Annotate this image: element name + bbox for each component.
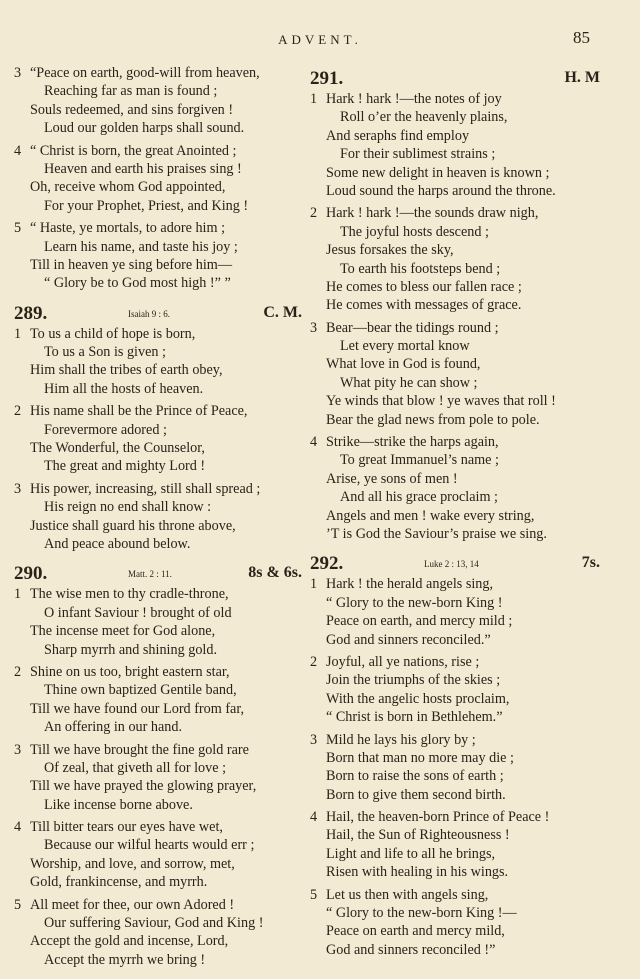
verse-number: 2 <box>310 205 318 222</box>
verse-number: 4 <box>14 142 22 159</box>
verse-line-text: Worship, and love, and sorrow, met, <box>30 855 235 872</box>
verse-line-text: “ Glory to the new-born King !— <box>326 905 517 922</box>
right-column <box>310 64 600 969</box>
hymn-number: 290. <box>14 563 48 585</box>
verse-line <box>310 845 600 863</box>
verse-line <box>14 380 302 398</box>
verse-line-text: Accept the gold and incense, Lord, <box>30 933 229 950</box>
stanza <box>310 433 600 543</box>
verse-line <box>14 700 302 718</box>
verse-line-text: His power, increasing, still shall spread ; <box>30 480 261 497</box>
verse-line-text: Hark ! the herald angels sing, <box>326 576 494 593</box>
hymn-meter: 8s & 6s. <box>248 564 302 582</box>
verse-line-text: Our suffering Saviour, God and King ! <box>44 915 264 932</box>
stanza <box>14 663 302 737</box>
verse-line <box>310 223 600 241</box>
verse-line-text: Let us then with angels sing, <box>326 886 489 903</box>
verse-line-text: Angels and men ! wake every string, <box>326 507 535 524</box>
verse-line-text: Roll o’er the heavenly plains, <box>340 109 508 126</box>
hymn <box>14 563 302 969</box>
verse-line-text: The Wonderful, the Counselor, <box>30 440 205 457</box>
stanza <box>14 480 302 554</box>
verse-number: 5 <box>310 886 318 903</box>
verse-line <box>310 411 600 429</box>
verse-line <box>310 488 600 506</box>
verse-line <box>310 731 600 749</box>
verse-number: 2 <box>14 663 22 680</box>
verse-line-text: Joyful, all ye nations, rise ; <box>326 653 480 670</box>
verse-line <box>310 922 600 940</box>
verse-line <box>14 951 302 969</box>
verse-line-text: Because our wilful hearts would err ; <box>44 837 255 854</box>
verse-line-text: “ Christ is born in Bethlehem.” <box>326 709 503 726</box>
verse-line-text: Till bitter tears our eyes have wet, <box>30 819 223 836</box>
verse-line-text: What love in God is found, <box>326 356 481 373</box>
verse-line-text: Of zeal, that giveth all for love ; <box>44 759 227 776</box>
verse-line <box>14 480 302 498</box>
verse-line-text: Light and life to all he brings, <box>326 845 496 862</box>
verse-line-text: Like incense borne above. <box>44 796 193 813</box>
verse-line <box>310 433 600 451</box>
verse-line <box>14 274 302 292</box>
verse-line-text: With the angelic hosts proclaim, <box>326 690 510 707</box>
verse-line-text: What pity he can show ; <box>340 374 478 391</box>
verse-line <box>310 767 600 785</box>
verse-line-text: Thine own baptized Gentile band, <box>44 682 237 699</box>
verse-line <box>310 575 600 593</box>
verse-line <box>14 421 302 439</box>
verse-number: 5 <box>14 896 22 913</box>
verse-line <box>310 296 600 314</box>
verse-line <box>14 914 302 932</box>
verse-line-text: “ Glory be to God most high !” ” <box>44 275 231 292</box>
stanza <box>310 886 600 960</box>
hymn-header <box>310 68 600 90</box>
verse-line-text: To us a Son is given ; <box>44 344 166 361</box>
verse-line-text: And peace abound below. <box>44 535 191 552</box>
stanza <box>310 204 600 314</box>
verse-line <box>14 681 302 699</box>
verse-line <box>310 355 600 373</box>
verse-line <box>14 818 302 836</box>
verse-line <box>14 777 302 795</box>
verse-line <box>14 498 302 516</box>
verse-line <box>14 604 302 622</box>
stanza <box>14 402 302 476</box>
verse-line <box>14 741 302 759</box>
verse-line-text: “ Haste, ye mortals, to adore him ; <box>30 220 226 237</box>
verse-line <box>14 796 302 814</box>
verse-line-text: Souls redeemed, and sins forgiven ! <box>30 101 234 118</box>
verse-line-text: His name shall be the Prince of Peace, <box>30 403 248 420</box>
verse-line <box>14 256 302 274</box>
verse-line <box>14 178 302 196</box>
verse-number: 3 <box>14 65 22 81</box>
verse-line-text: Till we have prayed the glowing prayer, <box>30 778 257 795</box>
verse-line <box>310 337 600 355</box>
verse-line <box>310 204 600 222</box>
verse-line-text: Reaching far as man is found ; <box>44 83 218 100</box>
verse-line <box>310 612 600 630</box>
verse-line-text: God and sinners reconciled !” <box>326 941 496 958</box>
verse-line <box>14 361 302 379</box>
verse-line-text: Jesus forsakes the sky, <box>326 242 454 259</box>
verse-line <box>14 873 302 891</box>
verse-line-text: God and sinners reconciled.” <box>326 631 491 648</box>
stanza <box>14 325 302 399</box>
verse-line <box>310 260 600 278</box>
stanza <box>14 64 302 138</box>
verse-line-text: Till we have brought the fine gold rare <box>30 741 249 758</box>
verse-line-text: Hark ! hark !—the notes of joy <box>326 91 502 107</box>
verse-line <box>14 718 302 736</box>
verse-line <box>310 90 600 108</box>
verse-line-text: The wise men to thy cradle-throne, <box>30 586 229 603</box>
verse-number: 5 <box>14 220 22 237</box>
verse-line-text: Ye winds that blow ! ye waves that roll ! <box>326 393 556 410</box>
verse-line-text: Loud our golden harps shall sound. <box>44 120 245 137</box>
verse-line-text: “ Christ is born, the great Anointed ; <box>30 142 237 159</box>
verse-number: 3 <box>14 480 22 497</box>
verse-number: 2 <box>14 403 22 420</box>
page-header <box>0 28 640 50</box>
verse-line-text: The great and mighty Lord ! <box>44 458 206 475</box>
verse-line-text: Hail, the Sun of Righteousness ! <box>326 827 510 844</box>
verse-line-text: “ Glory to the new-born King ! <box>326 594 503 611</box>
verse-line <box>14 855 302 873</box>
verse-number: 3 <box>14 741 22 758</box>
verse-line <box>310 182 600 200</box>
hymn-meter: C. M. <box>263 303 302 321</box>
scripture-reference: Luke 2 : 13, 14 <box>424 559 479 570</box>
verse-line-text: Him shall the tribes of earth obey, <box>30 362 223 379</box>
verse-line-text: Born that man no more may die ; <box>326 749 514 766</box>
verse-number: 3 <box>310 731 318 748</box>
verse-line <box>310 470 600 488</box>
verse-line <box>310 127 600 145</box>
verse-number: 1 <box>14 325 22 342</box>
verse-line-text: Him all the hosts of heaven. <box>44 380 204 397</box>
verse-line <box>310 451 600 469</box>
verse-line <box>14 622 302 640</box>
verse-line <box>310 164 600 182</box>
verse-line-text: O infant Saviour ! brought of old <box>44 604 232 621</box>
verse-line-text: Till we have found our Lord from far, <box>30 700 245 717</box>
verse-line <box>310 653 600 671</box>
verse-line-text: To earth his footsteps bend ; <box>340 260 501 277</box>
verse-line-text: “Peace on earth, good-will from heaven, <box>30 65 260 81</box>
verse-line <box>310 374 600 392</box>
verse-line-text: An offering in our hand. <box>44 719 183 736</box>
verse-line <box>310 826 600 844</box>
verse-line <box>310 904 600 922</box>
verse-line-text: Arise, ye sons of men ! <box>326 470 458 487</box>
stanza <box>14 818 302 892</box>
verse-line-text: Hail, the heaven-born Prince of Peace ! <box>326 809 550 826</box>
verse-line <box>14 932 302 950</box>
verse-line-text: Bear the glad news from pole to pole. <box>326 411 540 428</box>
verse-line <box>14 517 302 535</box>
verse-line-text: Mild he lays his glory by ; <box>326 731 476 748</box>
verse-line <box>310 278 600 296</box>
verse-line <box>310 631 600 649</box>
verse-line <box>14 439 302 457</box>
verse-line <box>14 325 302 343</box>
verse-line-text: Sharp myrrh and shining gold. <box>44 641 217 658</box>
verse-line-text: ’T is God the Saviour’s praise we sing. <box>326 525 547 542</box>
stanza <box>14 896 302 970</box>
verse-line <box>14 759 302 777</box>
verse-line <box>310 690 600 708</box>
left-column <box>14 64 302 979</box>
verse-line <box>14 142 302 160</box>
verse-line <box>14 82 302 100</box>
verse-line-text: He comes with messages of grace. <box>326 297 522 314</box>
verse-line <box>14 457 302 475</box>
verse-line-text: Some new delight in heaven is known ; <box>326 164 550 181</box>
verse-line-text: Bear—bear the tidings round ; <box>326 319 499 336</box>
verse-line <box>14 238 302 256</box>
stanza <box>14 219 302 293</box>
hymn-header <box>14 563 302 585</box>
hymn <box>14 303 302 554</box>
verse-line <box>310 525 600 543</box>
verse-line <box>14 343 302 361</box>
verse-line-text: And all his grace proclaim ; <box>340 489 498 506</box>
verse-line <box>14 64 302 82</box>
stanza <box>310 575 600 649</box>
hymn-number: 289. <box>14 302 48 324</box>
verse-line-text: Shine on us too, bright eastern star, <box>30 663 230 680</box>
verse-line-text: Till in heaven ye sing before him— <box>30 256 233 273</box>
verse-line <box>310 392 600 410</box>
verse-line <box>310 708 600 726</box>
verse-number: 1 <box>310 91 318 107</box>
verse-line-text: Oh, receive whom God appointed, <box>30 179 226 196</box>
stanza <box>310 731 600 805</box>
verse-line-text: Born to raise the sons of earth ; <box>326 768 504 785</box>
verse-line <box>310 808 600 826</box>
verse-line-text: The incense meet for God alone, <box>30 623 216 640</box>
verse-line <box>310 863 600 881</box>
verse-line <box>14 641 302 659</box>
verse-line <box>14 197 302 215</box>
verse-line <box>14 585 302 603</box>
scripture-reference: Isaiah 9 : 6. <box>128 308 170 319</box>
verse-line <box>14 836 302 854</box>
verse-line <box>310 594 600 612</box>
verse-line-text: To great Immanuel’s name ; <box>340 452 499 469</box>
verse-line <box>310 145 600 163</box>
verse-line-text: Strike—strike the harps again, <box>326 434 499 451</box>
hymn <box>310 553 600 959</box>
stanza <box>310 319 600 429</box>
verse-line <box>14 160 302 178</box>
verse-line-text: Peace on earth, and mercy mild ; <box>326 613 513 630</box>
hymn-header <box>310 553 600 575</box>
verse-line-text: And seraphs find employ <box>326 127 470 144</box>
verse-line-text: Forevermore adored ; <box>44 421 167 438</box>
verse-line-text: Risen with healing in his wings. <box>326 864 509 881</box>
verse-line-text: Peace on earth and mercy mild, <box>326 923 505 940</box>
verse-number: 1 <box>14 586 22 603</box>
verse-number: 1 <box>310 576 318 593</box>
verse-line <box>14 219 302 237</box>
verse-line-text: To us a child of hope is born, <box>30 325 196 342</box>
page-number: 85 <box>573 28 590 47</box>
verse-number: 4 <box>310 434 318 451</box>
verse-line-text: Loud sound the harps around the throne. <box>326 182 556 199</box>
verse-line <box>14 101 302 119</box>
verse-line-text: Justice shall guard his throne above, <box>30 517 236 534</box>
hymn-meter: H. M <box>564 69 600 86</box>
stanza <box>310 90 600 200</box>
verse-line <box>310 507 600 525</box>
verse-line-text: For your Prophet, Priest, and King ! <box>44 197 249 214</box>
verse-line <box>310 941 600 959</box>
verse-line <box>310 319 600 337</box>
verse-line <box>310 749 600 767</box>
hymn-meter: 7s. <box>581 554 600 572</box>
verse-number: 4 <box>310 809 318 826</box>
verse-line <box>14 663 302 681</box>
hymn <box>310 68 600 543</box>
verse-line-text: Gold, frankincense, and myrrh. <box>30 874 208 891</box>
verse-line-text: Learn his name, and taste his joy ; <box>44 238 238 255</box>
verse-line-text: His reign no end shall know : <box>44 499 212 516</box>
verse-line-text: Accept the myrrh we bring ! <box>44 951 206 968</box>
stanza <box>14 741 302 815</box>
running-title: ADVENT. <box>278 32 362 47</box>
verse-line-text: He comes to bless our fallen race ; <box>326 278 522 295</box>
verse-line <box>14 896 302 914</box>
verse-line-text: The joyful hosts descend ; <box>340 223 489 240</box>
scripture-reference: Matt. 2 : 11. <box>128 569 172 580</box>
verse-line <box>310 786 600 804</box>
hymn-header <box>14 303 302 325</box>
verse-line <box>310 671 600 689</box>
verse-line-text: Heaven and earth his praises sing ! <box>44 160 242 177</box>
verse-line-text: Join the triumphs of the skies ; <box>326 672 501 689</box>
stanza <box>310 808 600 882</box>
hymn-number: 292. <box>310 553 344 575</box>
hymn <box>14 64 302 293</box>
hymn-number: 291. <box>310 68 344 89</box>
verse-line-text: All meet for thee, our own Adored ! <box>30 896 235 913</box>
verse-number: 4 <box>14 819 22 836</box>
verse-line <box>310 108 600 126</box>
verse-line <box>14 535 302 553</box>
verse-line-text: Born to give them second birth. <box>326 786 506 803</box>
verse-line <box>14 402 302 420</box>
verse-number: 2 <box>310 653 318 670</box>
verse-line <box>310 241 600 259</box>
verse-number: 3 <box>310 319 318 336</box>
verse-line-text: Hark ! hark !—the sounds draw nigh, <box>326 205 539 222</box>
verse-line-text: Let every mortal know <box>340 338 470 355</box>
stanza <box>14 585 302 659</box>
stanza <box>14 142 302 216</box>
verse-line <box>14 119 302 137</box>
verse-line <box>310 886 600 904</box>
verse-line-text: For their sublimest strains ; <box>340 146 496 163</box>
stanza <box>310 653 600 727</box>
